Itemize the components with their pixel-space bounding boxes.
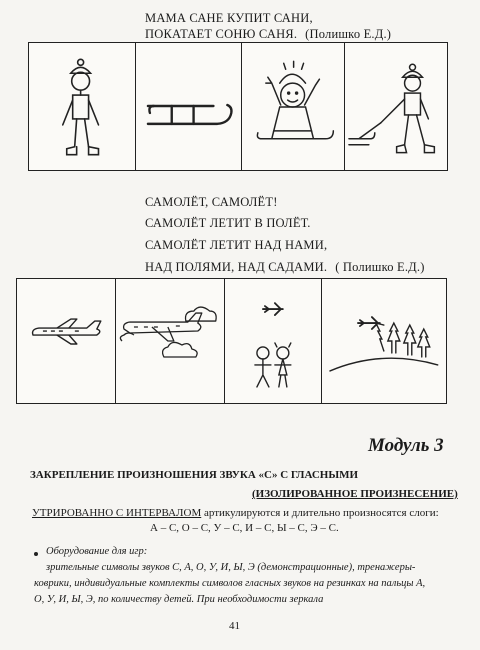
airplane-in-clouds-icon xyxy=(116,279,224,403)
poem1-line2 xyxy=(145,27,391,42)
equipment-label: Оборудование для игр: xyxy=(46,546,148,557)
cell-airplane xyxy=(17,279,115,403)
syllables-line: А – С, О – С, У – С, И – С, Ы – С, Э – С. xyxy=(150,522,339,534)
poem2-author: ( Полишко Е.Д.) xyxy=(335,260,425,274)
poem2-line4-text: НАД ПОЛЯМИ, НАД САДАМИ. xyxy=(145,260,328,274)
poem2-line4 xyxy=(145,260,425,275)
module-heading-main: ЗАКРЕПЛЕНИЕ ПРОИЗНОШЕНИЯ ЗВУКА «С» С ГЛАСНЫМИ xyxy=(30,469,359,481)
cell-child-on-sled xyxy=(241,43,343,170)
equipment-line-3: О, У, И, Ы, Э, по количеству детей. При необходимости зеркала xyxy=(34,594,324,605)
poem2-line1: САМОЛЁТ, САМОЛЁТ! xyxy=(145,195,278,209)
cell-boy xyxy=(29,43,135,170)
child-on-sled-icon xyxy=(242,43,343,170)
cell-children-watching xyxy=(224,279,322,403)
cell-plane-over-forest xyxy=(321,279,446,403)
plane-over-forest-icon xyxy=(322,279,446,403)
poem1-author: (Полишко Е.Д.) xyxy=(305,27,392,41)
page-number: 41 xyxy=(229,620,240,632)
boy-pulling-sled-icon xyxy=(345,43,447,170)
equipment-line-1: зрительные символы звуков С, А, О, У, И, Ы, Э (демонстрационные), тренажеры- xyxy=(46,562,416,573)
instruction-lead: УТРИРОВАННО С ИНТЕРВАЛОМ xyxy=(32,507,202,519)
poem2-line2: САМОЛЁТ ЛЕТИТ В ПОЛЁТ. xyxy=(145,216,311,230)
poem1-line2-text: ПОКАТАЕТ СОНЮ САНЯ. xyxy=(145,27,298,41)
poem2-line3: САМОЛЁТ ЛЕТИТ НАД НАМИ, xyxy=(145,238,328,252)
module-heading-sub xyxy=(252,488,458,500)
airplane-icon xyxy=(17,279,115,403)
cell-sled xyxy=(135,43,241,170)
children-watching-plane-icon xyxy=(225,279,322,403)
cell-boy-pulling-sled xyxy=(344,43,447,170)
module-title: Модуль 3 xyxy=(368,435,444,456)
instruction-rest: артикулируются и длительно произносятся слоги: xyxy=(204,507,439,519)
picture-strip-1 xyxy=(28,42,448,171)
module-heading-sub-text: (ИЗОЛИРОВАННОЕ ПРОИЗНЕСЕНИЕ) xyxy=(252,488,458,500)
poem1-line1: МАМА САНЕ КУПИТ САНИ, xyxy=(145,11,313,25)
instruction-line xyxy=(32,507,439,519)
bullet-icon xyxy=(34,552,38,556)
sled-icon xyxy=(136,43,241,170)
boy-figure-icon xyxy=(29,43,135,170)
picture-strip-2 xyxy=(16,278,447,404)
equipment-line-2: коврики, индивидуальные комплекты символов гласных звуков на резинках на пальцы А, xyxy=(34,578,426,589)
cell-airplane-clouds xyxy=(115,279,224,403)
